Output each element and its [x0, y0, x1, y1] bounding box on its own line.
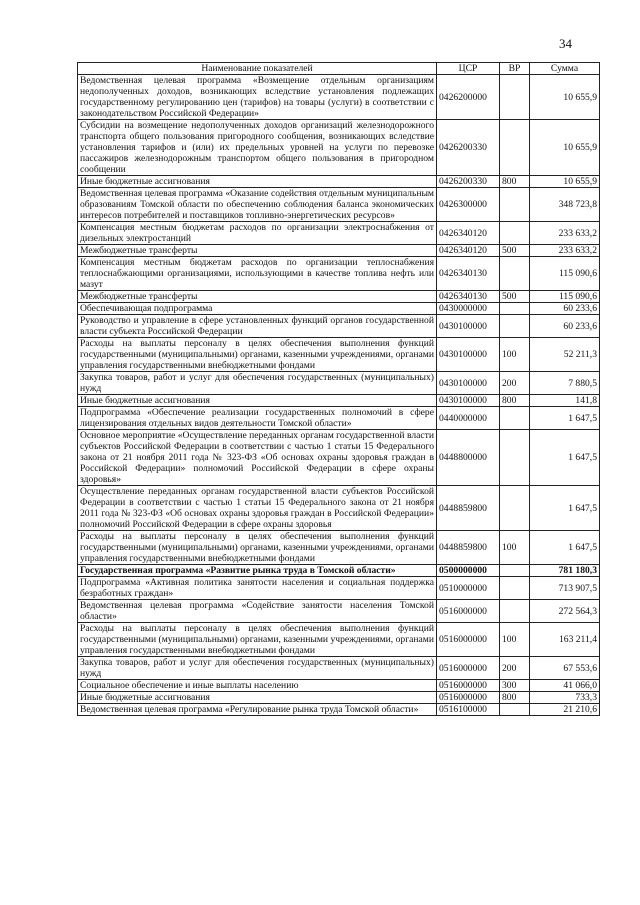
table-row — [78, 692, 600, 704]
row-csr: 0516000000 — [437, 657, 500, 680]
table-row — [78, 303, 600, 315]
row-vr — [500, 486, 530, 531]
row-vr: 200 — [500, 372, 530, 395]
row-name: Обеспечивающая подпрограмма — [78, 303, 437, 315]
row-name: Иные бюджетные ассигнования — [78, 692, 437, 704]
row-csr: 0516100000 — [437, 704, 500, 716]
row-name: Закупка товаров, работ и услуг для обеспечения государственных (муниципальных) нужд — [78, 657, 437, 680]
row-vr — [500, 257, 530, 291]
table-row — [78, 291, 600, 303]
row-csr: 0426200330 — [437, 176, 500, 188]
row-sum: 233 633,2 — [530, 245, 600, 257]
row-csr: 0430100000 — [437, 372, 500, 395]
row-sum: 10 655,9 — [530, 120, 600, 176]
row-csr: 0500000000 — [437, 565, 500, 577]
row-sum: 60 233,6 — [530, 315, 600, 338]
row-vr — [500, 407, 530, 430]
table-row — [78, 565, 600, 577]
row-name: Компенсация местным бюджетам расходов по организации теплоснабжения теплоснабжающими организациями, использующими в качестве топлива нефть или мазут — [78, 257, 437, 291]
row-sum: 272 564,3 — [530, 600, 600, 623]
row-sum: 60 233,6 — [530, 303, 600, 315]
row-name: Расходы на выплаты персоналу в целях обеспечения выполнения функций государственными (муниципальными) органами, казенными учреждениями, органами управления государственными внебюджетными фондами — [78, 531, 437, 565]
row-csr: 0440000000 — [437, 407, 500, 430]
row-vr — [500, 75, 530, 120]
row-csr: 0516000000 — [437, 623, 500, 657]
budget-table — [77, 62, 600, 716]
table-row — [78, 245, 600, 257]
row-sum: 67 553,6 — [530, 657, 600, 680]
row-vr: 800 — [500, 692, 530, 704]
row-name: Расходы на выплаты персоналу в целях обеспечения выполнения функций государственными (муниципальными) органами, казенными учреждениями, органами управления государственными внебюджетными фондами — [78, 338, 437, 372]
row-sum: 115 090,6 — [530, 257, 600, 291]
row-name: Подпрограмма «Активная политика занятости населения и социальная поддержка безработных граждан» — [78, 577, 437, 600]
row-sum: 7 880,5 — [530, 372, 600, 395]
row-vr — [500, 188, 530, 222]
row-name: Иные бюджетные ассигнования — [78, 395, 437, 407]
row-sum: 713 907,5 — [530, 577, 600, 600]
row-csr: 0448859800 — [437, 486, 500, 531]
row-sum: 115 090,6 — [530, 291, 600, 303]
row-sum: 1 647,5 — [530, 486, 600, 531]
row-sum: 52 211,3 — [530, 338, 600, 372]
header-vr: ВР — [500, 63, 530, 75]
row-vr — [500, 120, 530, 176]
row-vr — [500, 430, 530, 486]
table-row — [78, 315, 600, 338]
row-sum: 348 723,8 — [530, 188, 600, 222]
page-number: 34 — [559, 36, 572, 51]
row-csr: 0448800000 — [437, 430, 500, 486]
row-sum: 733,3 — [530, 692, 600, 704]
row-name: Социальное обеспечение и иные выплаты населению — [78, 680, 437, 692]
row-sum: 41 066,0 — [530, 680, 600, 692]
row-sum: 233 633,2 — [530, 222, 600, 245]
row-sum: 21 210,6 — [530, 704, 600, 716]
row-sum: 163 211,4 — [530, 623, 600, 657]
header-name: Наименование показателей — [78, 63, 437, 75]
row-vr: 800 — [500, 176, 530, 188]
table-row — [78, 407, 600, 430]
row-sum: 1 647,5 — [530, 531, 600, 565]
table-row — [78, 222, 600, 245]
row-vr — [500, 600, 530, 623]
row-vr: 200 — [500, 657, 530, 680]
table-row — [78, 176, 600, 188]
row-name: Межбюджетные трансферты — [78, 291, 437, 303]
table-row — [78, 338, 600, 372]
table-body — [78, 75, 600, 716]
row-name: Руководство и управление в сфере установленных функций органов государственной власти субъекта Российской Федерации — [78, 315, 437, 338]
table-row — [78, 680, 600, 692]
row-name: Ведомственная целевая программа «Содействие занятости населения Томской области» — [78, 600, 437, 623]
row-sum: 1 647,5 — [530, 407, 600, 430]
row-name: Иные бюджетные ассигнования — [78, 176, 437, 188]
row-csr: 0426340120 — [437, 222, 500, 245]
row-vr: 100 — [500, 623, 530, 657]
table-row — [78, 120, 600, 176]
table-row — [78, 430, 600, 486]
table-row — [78, 188, 600, 222]
row-vr — [500, 704, 530, 716]
row-sum: 10 655,9 — [530, 176, 600, 188]
row-csr: 0510000000 — [437, 577, 500, 600]
row-csr: 0426340130 — [437, 257, 500, 291]
row-vr — [500, 303, 530, 315]
row-name: Расходы на выплаты персоналу в целях обеспечения выполнения функций государственными (муниципальными) органами, казенными учреждениями, органами управления государственными внебюджетными фондами — [78, 623, 437, 657]
row-name: Межбюджетные трансферты — [78, 245, 437, 257]
row-csr: 0430100000 — [437, 315, 500, 338]
table-row — [78, 623, 600, 657]
table-row — [78, 395, 600, 407]
row-vr: 500 — [500, 245, 530, 257]
table-row — [78, 75, 600, 120]
row-vr: 100 — [500, 338, 530, 372]
table-row — [78, 257, 600, 291]
row-name: Государственная программа «Развитие рынка труда в Томской области» — [78, 565, 437, 577]
row-name: Основное мероприятие «Осуществление переданных органам государственной власти субъектов Российской Федерации в соответствии с частью 1 статьи 15 Федерального закона от 21 ноября 2011 года № 323-ФЗ «Об основах охраны здоровья граждан в Российской Федерации» полномочий Российской Федерации в сфере охраны здоровья» — [78, 430, 437, 486]
row-csr: 0426200000 — [437, 75, 500, 120]
table-header-row — [78, 63, 600, 75]
row-vr — [500, 315, 530, 338]
row-vr: 800 — [500, 395, 530, 407]
row-vr: 300 — [500, 680, 530, 692]
row-csr: 0516000000 — [437, 680, 500, 692]
row-sum: 781 180,3 — [530, 565, 600, 577]
row-csr: 0426340130 — [437, 291, 500, 303]
header-sum: Сумма — [530, 63, 600, 75]
row-sum: 1 647,5 — [530, 430, 600, 486]
table-row — [78, 372, 600, 395]
row-csr: 0430100000 — [437, 395, 500, 407]
row-csr: 0426340120 — [437, 245, 500, 257]
row-vr: 100 — [500, 531, 530, 565]
row-csr: 0430100000 — [437, 338, 500, 372]
row-name: Компенсация местным бюджетам расходов по организации электроснабжения от дизельных электростанций — [78, 222, 437, 245]
row-csr: 0516000000 — [437, 600, 500, 623]
row-name: Осуществление переданных органам государственной власти субъектов Российской Федерации в соответствии с частью 1 статьи 15 Федерального закона от 21 ноября 2011 года № 323-ФЗ «Об основах охраны здоровья граждан в Российской Федерации» полномочий Российской Федерации в сфере охраны здоровья — [78, 486, 437, 531]
row-name: Ведомственная целевая программа «Оказание содействия отдельным муниципальным образованиям Томской области по обеспечению соблюдения баланса экономических интересов потребителей и поставщиков топливно-энергетических ресурсов» — [78, 188, 437, 222]
row-csr: 0426300000 — [437, 188, 500, 222]
table-row — [78, 577, 600, 600]
row-csr: 0516000000 — [437, 692, 500, 704]
row-csr: 0426200330 — [437, 120, 500, 176]
table-row — [78, 657, 600, 680]
table-row — [78, 531, 600, 565]
table-row — [78, 486, 600, 531]
row-name: Закупка товаров, работ и услуг для обеспечения государственных (муниципальных) нужд — [78, 372, 437, 395]
row-sum: 10 655,9 — [530, 75, 600, 120]
row-vr — [500, 222, 530, 245]
row-csr: 0448859800 — [437, 531, 500, 565]
table-row — [78, 704, 600, 716]
row-sum: 141,8 — [530, 395, 600, 407]
row-vr: 500 — [500, 291, 530, 303]
row-name: Подпрограмма «Обеспечение реализации государственных полномочий в сфере лицензирования отдельных видов деятельности Томской области» — [78, 407, 437, 430]
row-csr: 0430000000 — [437, 303, 500, 315]
table-row — [78, 600, 600, 623]
row-name: Ведомственная целевая программа «Возмещение отдельным организациям недополученных доходов, возникающих вследствие установления подлежащих государственному регулированию цен (тарифов) на товары (услуги) в соответствии с законодательством Российской Федерации» — [78, 75, 437, 120]
header-csr: ЦСР — [437, 63, 500, 75]
row-vr — [500, 565, 530, 577]
row-name: Субсидии на возмещение недополученных доходов организаций железнодорожного транспорта общего пользования пригородного сообщения, возникающих вследствие установления тарифов и (или) их предельных уровней на услуги по перевозке пассажиров железнодорожным транспортом общего пользования в пригородном сообщении — [78, 120, 437, 176]
row-name: Ведомственная целевая программа «Регулирование рынка труда Томской области» — [78, 704, 437, 716]
row-vr — [500, 577, 530, 600]
